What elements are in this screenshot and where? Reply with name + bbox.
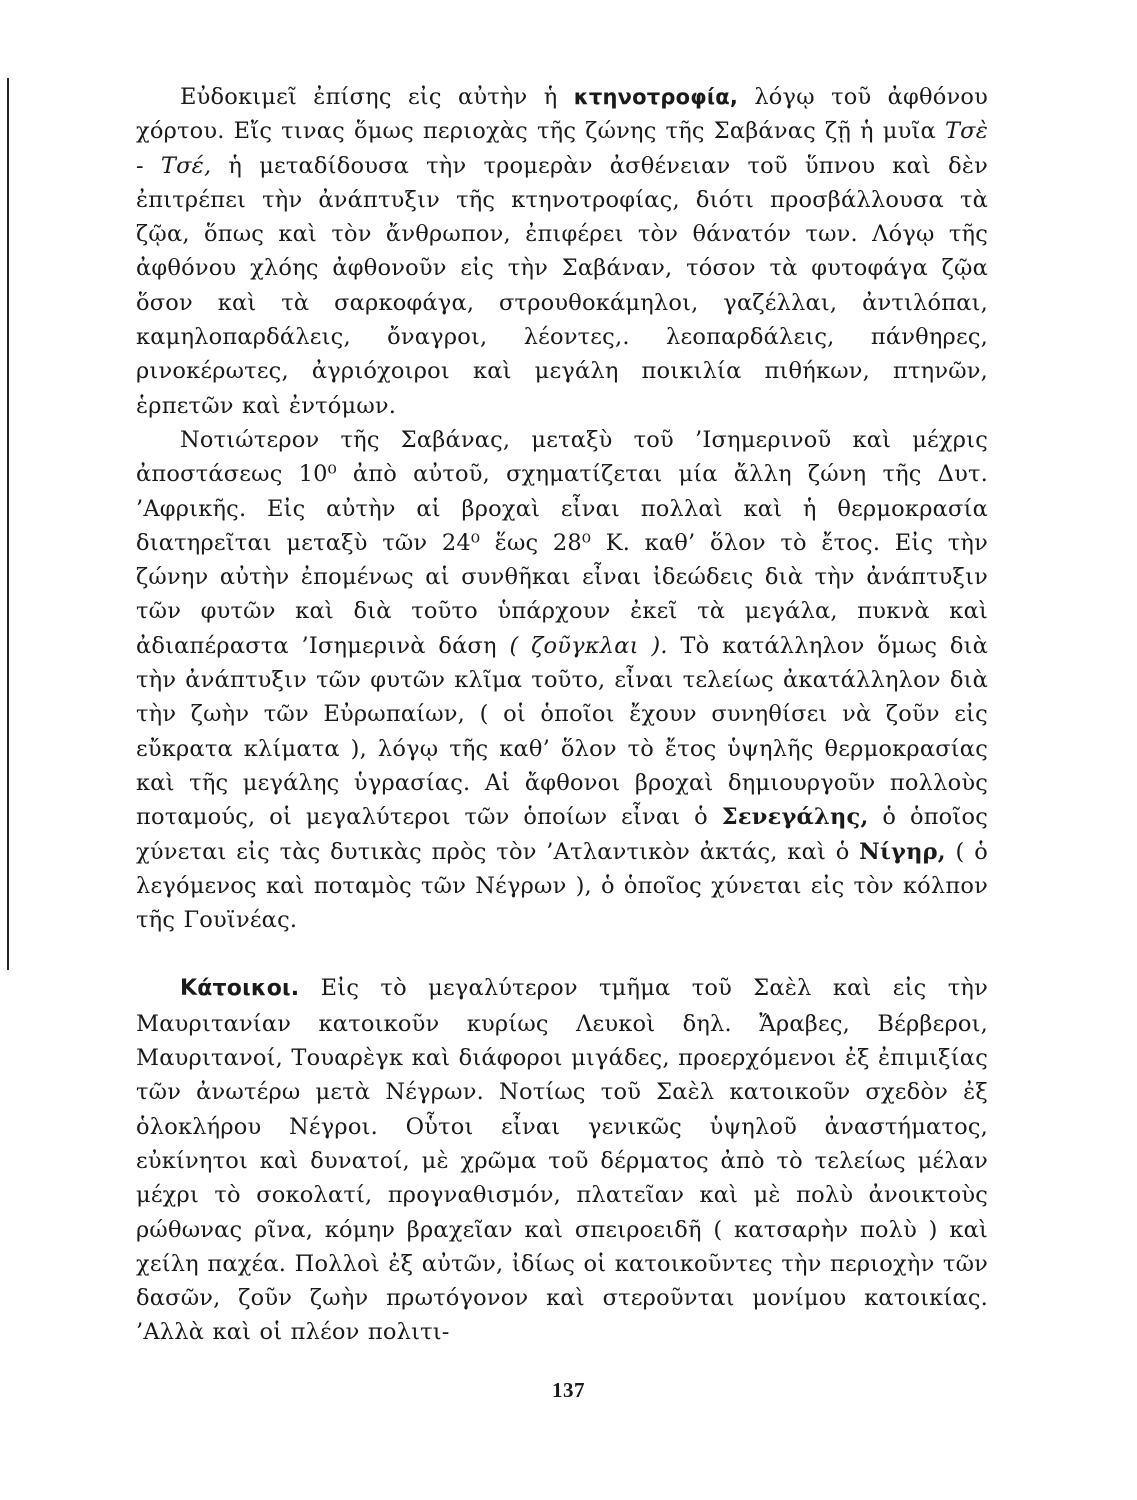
text-run: Εἰς τὸ μεγαλύτερον τμῆμα τοῦ Σαὲλ καὶ εἰς τὴν Μαυριτανίαν κατοικοῦν κυρίως Λευκοὶ δηλ. Ἄραβες, Βέρβεροι, Μαυριτανοί, Τουαρὲγκ καὶ διάφοροι μιγάδες, προερχόμενοι ἐξ ἐπιμιξίας τῶν ἀνωτέρω μετὰ Νέγρων. Νοτίως τοῦ Σαὲλ κατοικοῦν σχεδὸν ἐξ ὁλοκλήρου Νέγροι. Οὗτοι εἶναι γενικῶς ὑψηλοῦ ἀναστήματος, εὐκίνητοι καὶ δυνατοί, μὲ χρῶμα τοῦ δέρματος ἀπὸ τὸ τελείως μέλαν μέχρι τὸ σοκολατί, προγναθισμόν, πλατεῖαν καὶ μὲ πολὺ ἀνοικτοὺς ρώθωνας ρῖνα, κόμην βραχεῖαν καὶ σπειροειδῆ ( κατσαρὴν πολὺ ) καὶ χείλη παχέα. Πολλοὶ ἐξ αὐτῶν, ἰδίως οἱ κατοικοῦντες τὴν περιοχὴν τῶν δασῶν, ζοῦν ζωὴν πρωτόγονον καὶ στεροῦνται μονίμου κατοικίας. ’Αλλὰ καὶ οἱ πλέον πολιτι- [136,975,988,1346]
section-heading-katoikoi: Κάτοικοι. [180,976,300,1002]
page-number: 137 [552,1378,585,1402]
text-run: Νοτιώτερον τῆς Σαβάνας, μεταξὺ τοῦ ’Ισημερινοῦ καὶ μέχρις ἀποστάσεως 10⁰ ἀπὸ αὐτοῦ, σχηματίζεται μία ἄλλη ζώνη τῆς Δυτ. ’Αφρικῆς. Εἰς αὐτὴν αἱ βροχαὶ εἶναι πολλαὶ καὶ ἡ θερμοκρασία διατηρεῖται μεταξὺ τῶν 24⁰ ἕως 28⁰ Κ. καθ’ ὅλον τὸ ἔτος. Εἰς τὴν ζώνην αὐτὴν ἐπομένως αἱ συνθῆκαι εἶναι ἰδεώδεις διὰ τὴν ἀνάπτυξιν τῶν φυτῶν καὶ διὰ τοῦτο ὑπάρχουν ἐκεῖ τὰ μεγάλα, πυκνὰ καὶ ἀδιαπέραστα ’Ισημερινὰ δάση [136,426,988,659]
text-run: Τὸ κατάλληλον ὅμως διὰ τὴν ἀνάπτυξιν τῶν φυτῶν κλῖμα τοῦτο, εἶναι τελείως ἀκατάλληλον διὰ τὴν ζωὴν τῶν Εὐρωπαίων, ( οἱ ὁποῖοι ἔχουν συνηθίσει νὰ ζοῦν εἰς εὔκρατα κλίματα ), λόγῳ τῆς καθ’ ὅλον τὸ ἔτος ὑψηλῆς θερμοκρασίας καὶ τῆς μεγάλης ὑγρασίας. Αἱ ἄφθονοι βροχαὶ δημιουργοῦν πολλοὺς ποταμούς, οἱ μεγαλύτεροι τῶν ὁποίων εἶναι ὁ [136,632,989,831]
text-run: ἡ μεταδίδουσα τὴν τρομερὰν ἀσθένειαν τοῦ ὕπνου καὶ δὲν ἐπιτρέπει τὴν ἀνάπτυξιν τῆς κτηνοτροφίας, διότι προσβάλλουσα τὰ ζῷα, ὅπως καὶ τὸν ἄνθρωπον, ἐπιφέρει τὸν θάνατόν των. Λόγῳ τῆς ἀφθόνου χλόης ἀφθονοῦν εἰς τὴν Σαβάναν, τόσον τὰ φυτοφάγα ζῷα ὅσον καὶ τὰ σαρκοφάγα, στρουθοκάμηλοι, γαζέλλαι, ἀντιλόπαι, καμηλοπαρδάλεις, ὄναγροι, λέοντες,. λεοπαρδάλεις, πάνθηρες, ρινοκέρωτες, ἀγριόχοιροι καὶ μεγάλη ποικιλία πιθήκων, πτηνῶν, ἑρπετῶν καὶ ἐντόμων. [136,152,988,419]
term-zougklai: ( ζοῦγκλαι ). [509,632,668,659]
paragraph-livestock [136,80,988,423]
term-niger: Νίγηρ, [859,838,946,865]
text-run: ὁ ὁποῖος χύνεται εἰς τὰς δυτικὰς πρὸς τὸν ’Ατλαντικὸν ἀκτάς, καὶ ὁ [136,804,988,865]
term-senegal: Σενεγάλης, [721,804,869,831]
scan-binding-edge [0,78,9,970]
paragraph-inhabitants [136,971,988,1349]
term-ktinotrofia: κτηνοτροφία, [573,85,739,109]
term-tse-tse: Τσὲ - Τσέ, [136,118,988,179]
book-page-body [136,80,988,1350]
text-run: λόγῳ τοῦ ἀφθόνου χόρτου. Εἴς τινας ὅμως περιοχὰς τῆς ζώνης τῆς Σαβάνας ζῇ ἡ μυῖα [136,84,989,145]
text-run: Εὐδοκιμεῖ ἐπίσης εἰς αὐτὴν ἡ [180,84,574,110]
paragraph-equatorial-zone [136,423,988,937]
text-run: ( ὁ λεγόμενος καὶ ποταμὸς τῶν Νέγρων ), ὁ ὁποῖος χύνεται εἰς τὸν κόλπον τῆς Γουϊνέας. [136,838,988,934]
